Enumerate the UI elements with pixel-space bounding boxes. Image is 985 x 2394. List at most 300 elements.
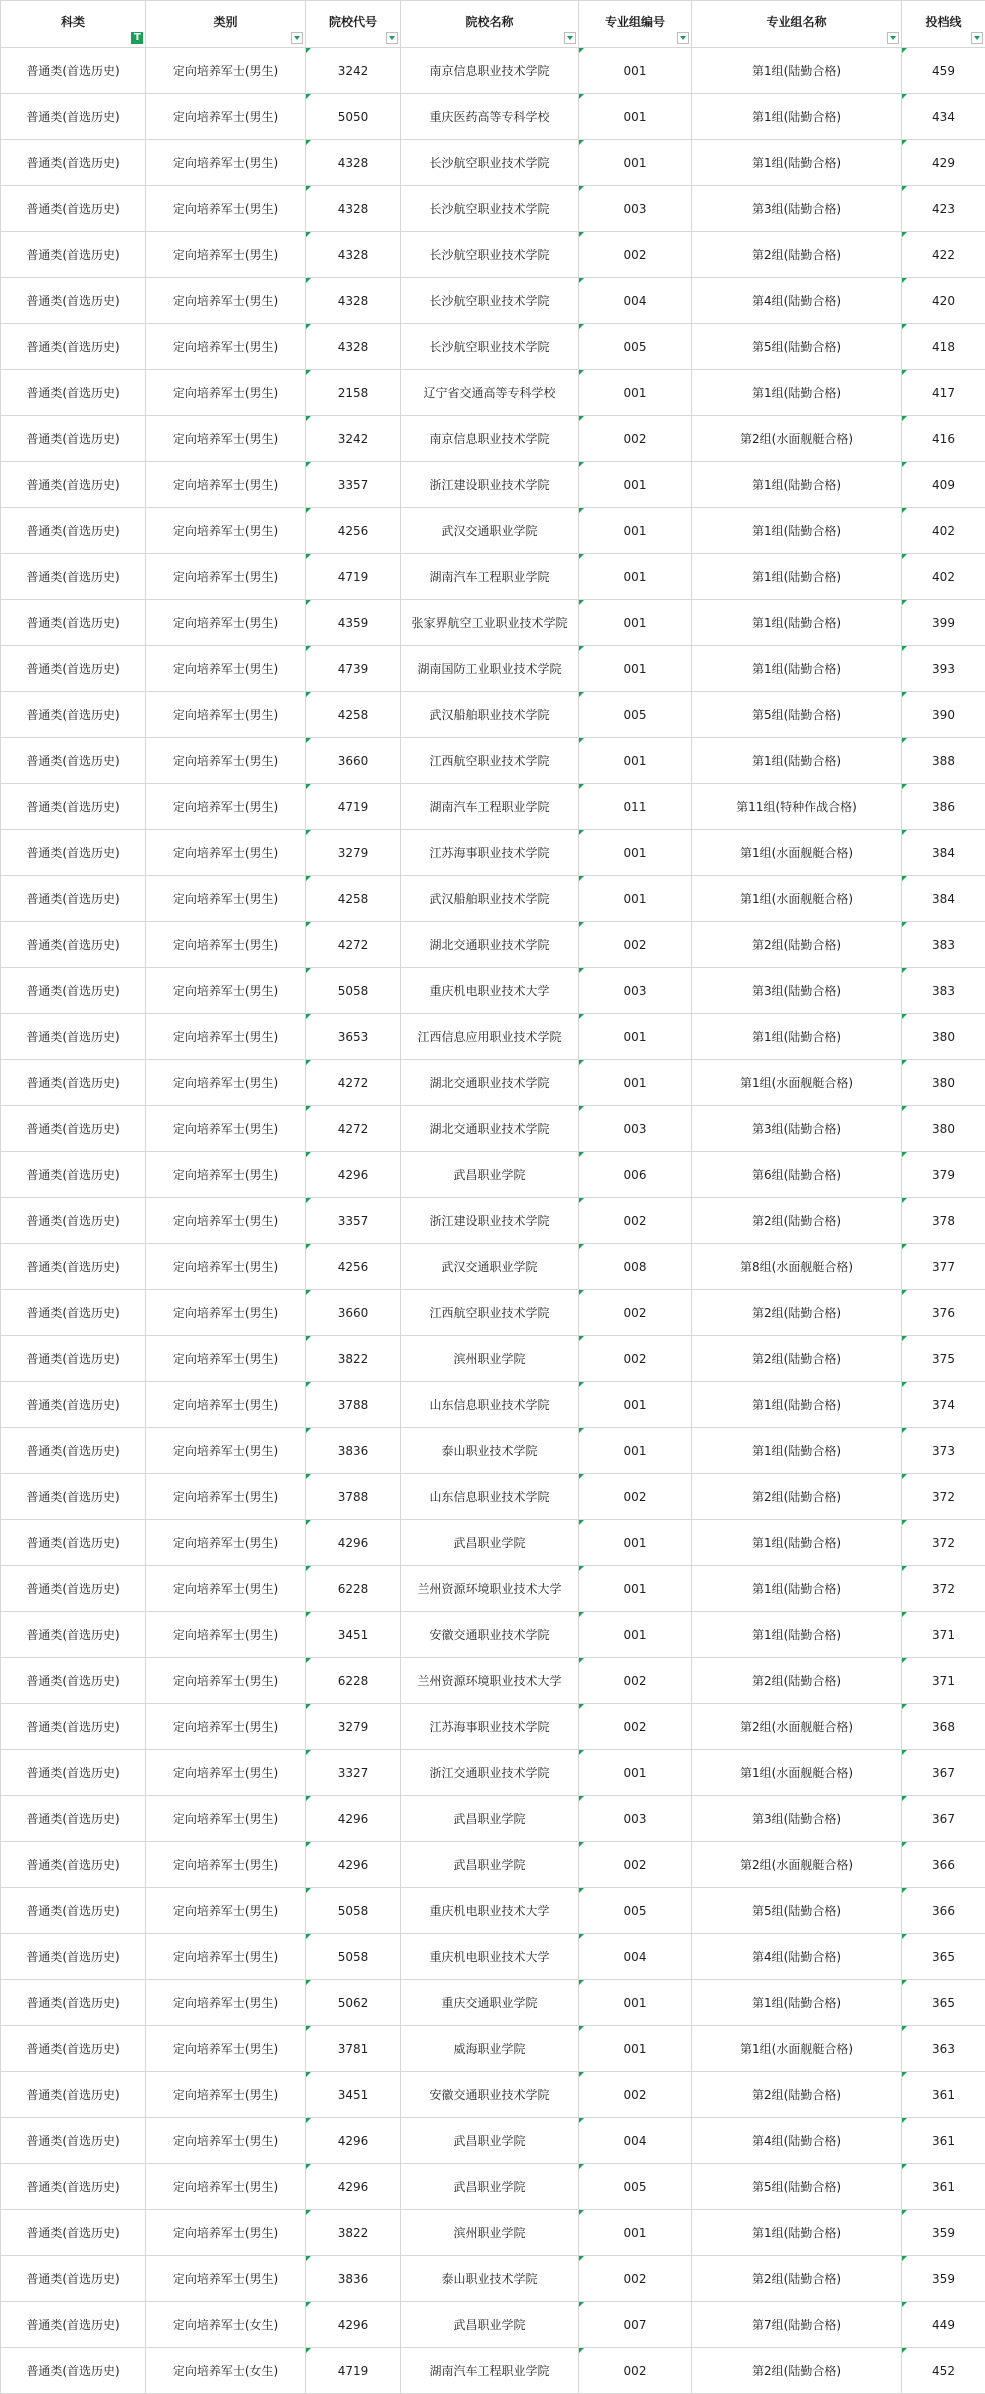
filter-dropdown-icon[interactable] (677, 32, 689, 44)
cell-school-code[interactable]: 4359 (306, 600, 401, 646)
cell-group-name[interactable]: 第2组(陆勤合格) (692, 922, 902, 968)
cell-group-name[interactable]: 第1组(水面舰艇合格) (692, 1060, 902, 1106)
cell-school-code[interactable]: 4296 (306, 2302, 401, 2348)
cell-subject-type[interactable]: 普通类(首选历史) (1, 1612, 146, 1658)
cell-subject-type[interactable]: 普通类(首选历史) (1, 1428, 146, 1474)
cell-group-name[interactable]: 第1组(陆勤合格) (692, 94, 902, 140)
cell-cutoff-score[interactable]: 378 (902, 1198, 985, 1244)
cell-group-number[interactable]: 001 (579, 1014, 692, 1060)
cell-category[interactable]: 定向培养军士(男生) (146, 1106, 306, 1152)
cell-category[interactable]: 定向培养军士(男生) (146, 2118, 306, 2164)
cell-group-name[interactable]: 第2组(陆勤合格) (692, 1290, 902, 1336)
table-row[interactable] (1, 2348, 985, 2394)
cell-cutoff-score[interactable]: 365 (902, 1980, 985, 2026)
cell-group-name[interactable]: 第2组(水面舰艇合格) (692, 416, 902, 462)
cell-group-name[interactable]: 第1组(水面舰艇合格) (692, 2026, 902, 2072)
cell-school-code[interactable]: 4296 (306, 1796, 401, 1842)
table-row[interactable] (1, 1796, 985, 1842)
cell-category[interactable]: 定向培养军士(男生) (146, 922, 306, 968)
cell-school-code[interactable]: 3836 (306, 1428, 401, 1474)
cell-group-number[interactable]: 002 (579, 1704, 692, 1750)
cell-group-number[interactable]: 001 (579, 600, 692, 646)
cell-subject-type[interactable]: 普通类(首选历史) (1, 416, 146, 462)
cell-cutoff-score[interactable]: 365 (902, 1934, 985, 1980)
cell-school-name[interactable]: 长沙航空职业技术学院 (401, 278, 579, 324)
cell-school-name[interactable]: 安徽交通职业技术学院 (401, 1612, 579, 1658)
cell-school-name[interactable]: 武汉交通职业学院 (401, 508, 579, 554)
cell-group-name[interactable]: 第5组(陆勤合格) (692, 692, 902, 738)
cell-category[interactable]: 定向培养军士(男生) (146, 692, 306, 738)
table-row[interactable] (1, 784, 985, 830)
cell-cutoff-score[interactable]: 375 (902, 1336, 985, 1382)
cell-cutoff-score[interactable]: 359 (902, 2256, 985, 2302)
table-row[interactable] (1, 1612, 985, 1658)
cell-subject-type[interactable]: 普通类(首选历史) (1, 1842, 146, 1888)
table-row[interactable] (1, 2164, 985, 2210)
cell-category[interactable]: 定向培养军士(男生) (146, 1934, 306, 1980)
cell-group-name[interactable]: 第1组(陆勤合格) (692, 1520, 902, 1566)
cell-group-name[interactable]: 第1组(陆勤合格) (692, 462, 902, 508)
cell-group-number[interactable]: 001 (579, 1980, 692, 2026)
cell-category[interactable]: 定向培养军士(男生) (146, 646, 306, 692)
cell-group-name[interactable]: 第1组(水面舰艇合格) (692, 1750, 902, 1796)
cell-cutoff-score[interactable]: 409 (902, 462, 985, 508)
cell-category[interactable]: 定向培养军士(男生) (146, 48, 306, 94)
cell-cutoff-score[interactable]: 418 (902, 324, 985, 370)
cell-group-name[interactable]: 第2组(陆勤合格) (692, 1336, 902, 1382)
cell-school-code[interactable]: 4739 (306, 646, 401, 692)
cell-subject-type[interactable]: 普通类(首选历史) (1, 738, 146, 784)
cell-category[interactable]: 定向培养军士(男生) (146, 2256, 306, 2302)
cell-school-code[interactable]: 3788 (306, 1382, 401, 1428)
cell-group-name[interactable]: 第4组(陆勤合格) (692, 2118, 902, 2164)
cell-school-name[interactable]: 南京信息职业技术学院 (401, 48, 579, 94)
cell-category[interactable]: 定向培养军士(男生) (146, 1152, 306, 1198)
cell-school-name[interactable]: 重庆医药高等专科学校 (401, 94, 579, 140)
cell-cutoff-score[interactable]: 449 (902, 2302, 985, 2348)
cell-group-name[interactable]: 第3组(陆勤合格) (692, 968, 902, 1014)
cell-school-name[interactable]: 辽宁省交通高等专科学校 (401, 370, 579, 416)
cell-category[interactable]: 定向培养军士(男生) (146, 370, 306, 416)
cell-subject-type[interactable]: 普通类(首选历史) (1, 692, 146, 738)
cell-group-name[interactable]: 第5组(陆勤合格) (692, 2164, 902, 2210)
cell-group-number[interactable]: 004 (579, 2118, 692, 2164)
cell-group-number[interactable]: 001 (579, 1566, 692, 1612)
cell-school-code[interactable]: 5062 (306, 1980, 401, 2026)
table-row[interactable] (1, 232, 985, 278)
cell-subject-type[interactable]: 普通类(首选历史) (1, 508, 146, 554)
cell-group-number[interactable]: 001 (579, 2210, 692, 2256)
cell-subject-type[interactable]: 普通类(首选历史) (1, 1198, 146, 1244)
cell-category[interactable]: 定向培养军士(男生) (146, 416, 306, 462)
cell-group-number[interactable]: 001 (579, 646, 692, 692)
cell-cutoff-score[interactable]: 367 (902, 1750, 985, 1796)
cell-school-name[interactable]: 湖北交通职业技术学院 (401, 922, 579, 968)
cell-subject-type[interactable]: 普通类(首选历史) (1, 554, 146, 600)
table-row[interactable] (1, 1658, 985, 1704)
cell-cutoff-score[interactable]: 372 (902, 1566, 985, 1612)
table-row[interactable] (1, 1888, 985, 1934)
cell-cutoff-score[interactable]: 372 (902, 1474, 985, 1520)
cell-subject-type[interactable]: 普通类(首选历史) (1, 1244, 146, 1290)
table-row[interactable] (1, 1290, 985, 1336)
cell-school-code[interactable]: 6228 (306, 1566, 401, 1612)
cell-category[interactable]: 定向培养军士(男生) (146, 232, 306, 278)
cell-school-name[interactable]: 长沙航空职业技术学院 (401, 186, 579, 232)
cell-school-code[interactable]: 4256 (306, 1244, 401, 1290)
cell-subject-type[interactable]: 普通类(首选历史) (1, 2072, 146, 2118)
cell-school-code[interactable]: 4296 (306, 2164, 401, 2210)
table-row[interactable] (1, 1842, 985, 1888)
cell-subject-type[interactable]: 普通类(首选历史) (1, 1980, 146, 2026)
cell-cutoff-score[interactable]: 386 (902, 784, 985, 830)
cell-group-name[interactable]: 第1组(水面舰艇合格) (692, 876, 902, 922)
table-row[interactable] (1, 1014, 985, 1060)
cell-group-number[interactable]: 002 (579, 2256, 692, 2302)
cell-school-name[interactable]: 浙江建设职业技术学院 (401, 462, 579, 508)
cell-category[interactable]: 定向培养军士(男生) (146, 324, 306, 370)
cell-group-number[interactable]: 002 (579, 1842, 692, 1888)
table-row[interactable] (1, 1474, 985, 1520)
filter-active-icon[interactable] (131, 32, 143, 44)
cell-subject-type[interactable]: 普通类(首选历史) (1, 1474, 146, 1520)
cell-subject-type[interactable]: 普通类(首选历史) (1, 646, 146, 692)
cell-school-code[interactable]: 5058 (306, 1888, 401, 1934)
cell-subject-type[interactable]: 普通类(首选历史) (1, 2210, 146, 2256)
cell-cutoff-score[interactable]: 363 (902, 2026, 985, 2072)
cell-school-name[interactable]: 湖南汽车工程职业学院 (401, 554, 579, 600)
table-row[interactable] (1, 554, 985, 600)
cell-school-code[interactable]: 4272 (306, 1106, 401, 1152)
cell-category[interactable]: 定向培养军士(男生) (146, 186, 306, 232)
cell-cutoff-score[interactable]: 388 (902, 738, 985, 784)
cell-group-number[interactable]: 002 (579, 1336, 692, 1382)
cell-school-name[interactable]: 湖北交通职业技术学院 (401, 1106, 579, 1152)
cell-subject-type[interactable]: 普通类(首选历史) (1, 94, 146, 140)
cell-cutoff-score[interactable]: 377 (902, 1244, 985, 1290)
cell-category[interactable]: 定向培养军士(男生) (146, 1382, 306, 1428)
cell-group-name[interactable]: 第1组(陆勤合格) (692, 554, 902, 600)
cell-cutoff-score[interactable]: 384 (902, 830, 985, 876)
table-row[interactable] (1, 922, 985, 968)
cell-subject-type[interactable]: 普通类(首选历史) (1, 1520, 146, 1566)
cell-subject-type[interactable]: 普通类(首选历史) (1, 1152, 146, 1198)
cell-category[interactable]: 定向培养军士(男生) (146, 94, 306, 140)
cell-school-name[interactable]: 江西航空职业技术学院 (401, 738, 579, 784)
cell-school-name[interactable]: 滨州职业学院 (401, 1336, 579, 1382)
cell-subject-type[interactable]: 普通类(首选历史) (1, 186, 146, 232)
cell-category[interactable]: 定向培养军士(男生) (146, 1520, 306, 1566)
cell-school-name[interactable]: 山东信息职业技术学院 (401, 1474, 579, 1520)
cell-school-code[interactable]: 4328 (306, 278, 401, 324)
cell-group-number[interactable]: 001 (579, 94, 692, 140)
cell-school-code[interactable]: 3781 (306, 2026, 401, 2072)
cell-category[interactable]: 定向培养军士(男生) (146, 1014, 306, 1060)
cell-school-name[interactable]: 浙江建设职业技术学院 (401, 1198, 579, 1244)
cell-group-name[interactable]: 第6组(陆勤合格) (692, 1152, 902, 1198)
cell-group-name[interactable]: 第2组(陆勤合格) (692, 1658, 902, 1704)
cell-group-number[interactable]: 008 (579, 1244, 692, 1290)
cell-school-name[interactable]: 湖北交通职业技术学院 (401, 1060, 579, 1106)
table-row[interactable] (1, 94, 985, 140)
cell-group-number[interactable]: 003 (579, 1796, 692, 1842)
cell-group-number[interactable]: 001 (579, 1382, 692, 1428)
cell-school-code[interactable]: 5050 (306, 94, 401, 140)
cell-group-number[interactable]: 001 (579, 508, 692, 554)
cell-subject-type[interactable]: 普通类(首选历史) (1, 1106, 146, 1152)
cell-category[interactable]: 定向培养军士(男生) (146, 876, 306, 922)
table-row[interactable] (1, 508, 985, 554)
table-row[interactable] (1, 1980, 985, 2026)
cell-subject-type[interactable]: 普通类(首选历史) (1, 1934, 146, 1980)
cell-cutoff-score[interactable]: 361 (902, 2164, 985, 2210)
cell-school-code[interactable]: 3327 (306, 1750, 401, 1796)
table-row[interactable] (1, 2302, 985, 2348)
header-cutoff-score[interactable] (902, 1, 985, 48)
cell-category[interactable]: 定向培养军士(男生) (146, 1566, 306, 1612)
cell-group-number[interactable]: 004 (579, 278, 692, 324)
cell-school-code[interactable]: 4296 (306, 1842, 401, 1888)
cell-category[interactable]: 定向培养军士(男生) (146, 784, 306, 830)
table-row[interactable] (1, 1934, 985, 1980)
cell-cutoff-score[interactable]: 393 (902, 646, 985, 692)
cell-group-name[interactable]: 第1组(陆勤合格) (692, 2210, 902, 2256)
cell-school-code[interactable]: 4258 (306, 692, 401, 738)
cell-subject-type[interactable]: 普通类(首选历史) (1, 278, 146, 324)
cell-cutoff-score[interactable]: 420 (902, 278, 985, 324)
cell-category[interactable]: 定向培养军士(男生) (146, 830, 306, 876)
cell-school-name[interactable]: 兰州资源环境职业技术大学 (401, 1658, 579, 1704)
cell-group-name[interactable]: 第5组(陆勤合格) (692, 1888, 902, 1934)
cell-cutoff-score[interactable]: 359 (902, 2210, 985, 2256)
cell-group-number[interactable]: 001 (579, 738, 692, 784)
cell-school-code[interactable]: 3242 (306, 48, 401, 94)
cell-group-number[interactable]: 003 (579, 968, 692, 1014)
cell-school-name[interactable]: 武汉船舶职业技术学院 (401, 876, 579, 922)
cell-school-name[interactable]: 滨州职业学院 (401, 2210, 579, 2256)
cell-cutoff-score[interactable]: 383 (902, 968, 985, 1014)
cell-group-name[interactable]: 第11组(特种作战合格) (692, 784, 902, 830)
cell-group-number[interactable]: 001 (579, 462, 692, 508)
cell-group-number[interactable]: 002 (579, 1198, 692, 1244)
cell-subject-type[interactable]: 普通类(首选历史) (1, 2302, 146, 2348)
cell-school-name[interactable]: 江苏海事职业技术学院 (401, 1704, 579, 1750)
cell-cutoff-score[interactable]: 384 (902, 876, 985, 922)
cell-school-code[interactable]: 5058 (306, 1934, 401, 1980)
table-row[interactable] (1, 1750, 985, 1796)
cell-school-code[interactable]: 3660 (306, 1290, 401, 1336)
cell-group-name[interactable]: 第2组(陆勤合格) (692, 2072, 902, 2118)
cell-group-number[interactable]: 001 (579, 2026, 692, 2072)
cell-group-number[interactable]: 002 (579, 1290, 692, 1336)
cell-school-name[interactable]: 江西信息应用职业技术学院 (401, 1014, 579, 1060)
cell-group-name[interactable]: 第2组(陆勤合格) (692, 232, 902, 278)
cell-cutoff-score[interactable]: 402 (902, 508, 985, 554)
table-row[interactable] (1, 876, 985, 922)
cell-group-name[interactable]: 第3组(陆勤合格) (692, 186, 902, 232)
cell-cutoff-score[interactable]: 380 (902, 1106, 985, 1152)
cell-group-number[interactable]: 001 (579, 370, 692, 416)
table-row[interactable] (1, 1106, 985, 1152)
header-group-number[interactable] (579, 1, 692, 48)
cell-group-name[interactable]: 第2组(陆勤合格) (692, 1474, 902, 1520)
cell-group-number[interactable]: 002 (579, 232, 692, 278)
table-row[interactable] (1, 830, 985, 876)
cell-group-name[interactable]: 第1组(陆勤合格) (692, 1014, 902, 1060)
cell-cutoff-score[interactable]: 374 (902, 1382, 985, 1428)
cell-school-code[interactable]: 3279 (306, 830, 401, 876)
cell-subject-type[interactable]: 普通类(首选历史) (1, 2348, 146, 2394)
cell-school-code[interactable]: 5058 (306, 968, 401, 1014)
header-school-code[interactable] (306, 1, 401, 48)
cell-school-code[interactable]: 2158 (306, 370, 401, 416)
cell-group-number[interactable]: 003 (579, 1106, 692, 1152)
cell-school-name[interactable]: 兰州资源环境职业技术大学 (401, 1566, 579, 1612)
table-row[interactable] (1, 1060, 985, 1106)
cell-group-name[interactable]: 第5组(陆勤合格) (692, 324, 902, 370)
table-row[interactable] (1, 738, 985, 784)
cell-category[interactable]: 定向培养军士(男生) (146, 1060, 306, 1106)
cell-group-number[interactable]: 001 (579, 140, 692, 186)
table-row[interactable] (1, 370, 985, 416)
cell-subject-type[interactable]: 普通类(首选历史) (1, 922, 146, 968)
cell-school-name[interactable]: 湖南汽车工程职业学院 (401, 2348, 579, 2394)
cell-school-code[interactable]: 3451 (306, 1612, 401, 1658)
cell-category[interactable]: 定向培养军士(男生) (146, 1336, 306, 1382)
cell-cutoff-score[interactable]: 422 (902, 232, 985, 278)
cell-school-code[interactable]: 3451 (306, 2072, 401, 2118)
cell-cutoff-score[interactable]: 417 (902, 370, 985, 416)
cell-school-code[interactable]: 3279 (306, 1704, 401, 1750)
cell-subject-type[interactable]: 普通类(首选历史) (1, 1658, 146, 1704)
cell-category[interactable]: 定向培养军士(男生) (146, 508, 306, 554)
cell-group-number[interactable]: 004 (579, 1934, 692, 1980)
cell-group-number[interactable]: 001 (579, 1520, 692, 1566)
cell-cutoff-score[interactable]: 379 (902, 1152, 985, 1198)
cell-school-code[interactable]: 4272 (306, 922, 401, 968)
cell-group-number[interactable]: 002 (579, 2072, 692, 2118)
cell-group-number[interactable]: 001 (579, 48, 692, 94)
cell-school-code[interactable]: 4328 (306, 232, 401, 278)
cell-school-code[interactable]: 6228 (306, 1658, 401, 1704)
cell-school-code[interactable]: 4296 (306, 1520, 401, 1566)
cell-school-code[interactable]: 3357 (306, 1198, 401, 1244)
cell-group-number[interactable]: 001 (579, 876, 692, 922)
cell-group-number[interactable]: 002 (579, 1658, 692, 1704)
cell-category[interactable]: 定向培养军士(男生) (146, 1428, 306, 1474)
cell-subject-type[interactable]: 普通类(首选历史) (1, 2118, 146, 2164)
table-row[interactable] (1, 48, 985, 94)
cell-group-name[interactable]: 第1组(水面舰艇合格) (692, 830, 902, 876)
cell-school-code[interactable]: 4328 (306, 186, 401, 232)
cell-cutoff-score[interactable]: 361 (902, 2072, 985, 2118)
cell-school-name[interactable]: 武昌职业学院 (401, 2302, 579, 2348)
cell-group-number[interactable]: 001 (579, 830, 692, 876)
cell-subject-type[interactable]: 普通类(首选历史) (1, 2256, 146, 2302)
cell-category[interactable]: 定向培养军士(男生) (146, 554, 306, 600)
cell-school-name[interactable]: 威海职业学院 (401, 2026, 579, 2072)
cell-school-name[interactable]: 长沙航空职业技术学院 (401, 232, 579, 278)
cell-category[interactable]: 定向培养军士(男生) (146, 600, 306, 646)
cell-cutoff-score[interactable]: 371 (902, 1658, 985, 1704)
cell-subject-type[interactable]: 普通类(首选历史) (1, 1290, 146, 1336)
table-row[interactable] (1, 1428, 985, 1474)
table-row[interactable] (1, 2026, 985, 2072)
cell-school-code[interactable]: 4272 (306, 1060, 401, 1106)
cell-subject-type[interactable]: 普通类(首选历史) (1, 1060, 146, 1106)
cell-group-number[interactable]: 002 (579, 922, 692, 968)
cell-cutoff-score[interactable]: 376 (902, 1290, 985, 1336)
cell-cutoff-score[interactable]: 459 (902, 48, 985, 94)
cell-subject-type[interactable]: 普通类(首选历史) (1, 370, 146, 416)
cell-school-name[interactable]: 张家界航空工业职业技术学院 (401, 600, 579, 646)
cell-category[interactable]: 定向培养军士(男生) (146, 1612, 306, 1658)
cell-school-name[interactable]: 武昌职业学院 (401, 1796, 579, 1842)
cell-category[interactable]: 定向培养军士(男生) (146, 1980, 306, 2026)
cell-group-number[interactable]: 007 (579, 2302, 692, 2348)
table-row[interactable] (1, 600, 985, 646)
cell-group-name[interactable]: 第1组(陆勤合格) (692, 1382, 902, 1428)
cell-category[interactable]: 定向培养军士(男生) (146, 1474, 306, 1520)
cell-subject-type[interactable]: 普通类(首选历史) (1, 1014, 146, 1060)
cell-school-code[interactable]: 3653 (306, 1014, 401, 1060)
cell-group-name[interactable]: 第1组(陆勤合格) (692, 1428, 902, 1474)
cell-school-code[interactable]: 4719 (306, 554, 401, 600)
cell-school-code[interactable]: 3822 (306, 2210, 401, 2256)
cell-cutoff-score[interactable]: 368 (902, 1704, 985, 1750)
cell-group-name[interactable]: 第2组(水面舰艇合格) (692, 1704, 902, 1750)
cell-group-number[interactable]: 001 (579, 1428, 692, 1474)
cell-subject-type[interactable]: 普通类(首选历史) (1, 462, 146, 508)
cell-group-name[interactable]: 第2组(陆勤合格) (692, 2256, 902, 2302)
cell-group-name[interactable]: 第1组(陆勤合格) (692, 646, 902, 692)
cell-cutoff-score[interactable]: 380 (902, 1060, 985, 1106)
table-row[interactable] (1, 1704, 985, 1750)
cell-school-name[interactable]: 长沙航空职业技术学院 (401, 140, 579, 186)
table-row[interactable] (1, 140, 985, 186)
cell-group-number[interactable]: 001 (579, 1060, 692, 1106)
cell-cutoff-score[interactable]: 361 (902, 2118, 985, 2164)
table-row[interactable] (1, 1244, 985, 1290)
cell-group-name[interactable]: 第3组(陆勤合格) (692, 1106, 902, 1152)
cell-cutoff-score[interactable]: 366 (902, 1888, 985, 1934)
table-row[interactable] (1, 2118, 985, 2164)
cell-school-name[interactable]: 武汉船舶职业技术学院 (401, 692, 579, 738)
cell-school-code[interactable]: 3660 (306, 738, 401, 784)
cell-school-code[interactable]: 3788 (306, 1474, 401, 1520)
cell-group-name[interactable]: 第3组(陆勤合格) (692, 1796, 902, 1842)
cell-school-name[interactable]: 重庆机电职业技术大学 (401, 1934, 579, 1980)
cell-school-code[interactable]: 3357 (306, 462, 401, 508)
table-row[interactable] (1, 2210, 985, 2256)
cell-subject-type[interactable]: 普通类(首选历史) (1, 1888, 146, 1934)
table-row[interactable] (1, 186, 985, 232)
filter-dropdown-icon[interactable] (971, 32, 983, 44)
cell-cutoff-score[interactable]: 372 (902, 1520, 985, 1566)
cell-group-name[interactable]: 第1组(陆勤合格) (692, 1980, 902, 2026)
cell-cutoff-score[interactable]: 399 (902, 600, 985, 646)
cell-school-code[interactable]: 3242 (306, 416, 401, 462)
cell-cutoff-score[interactable]: 383 (902, 922, 985, 968)
cell-category[interactable]: 定向培养军士(男生) (146, 462, 306, 508)
cell-group-number[interactable]: 002 (579, 1474, 692, 1520)
cell-group-number[interactable]: 005 (579, 2164, 692, 2210)
cell-subject-type[interactable]: 普通类(首选历史) (1, 1382, 146, 1428)
cell-group-number[interactable]: 005 (579, 324, 692, 370)
cell-school-name[interactable]: 重庆机电职业技术大学 (401, 1888, 579, 1934)
table-row[interactable] (1, 1566, 985, 1612)
cell-school-code[interactable]: 4296 (306, 1152, 401, 1198)
